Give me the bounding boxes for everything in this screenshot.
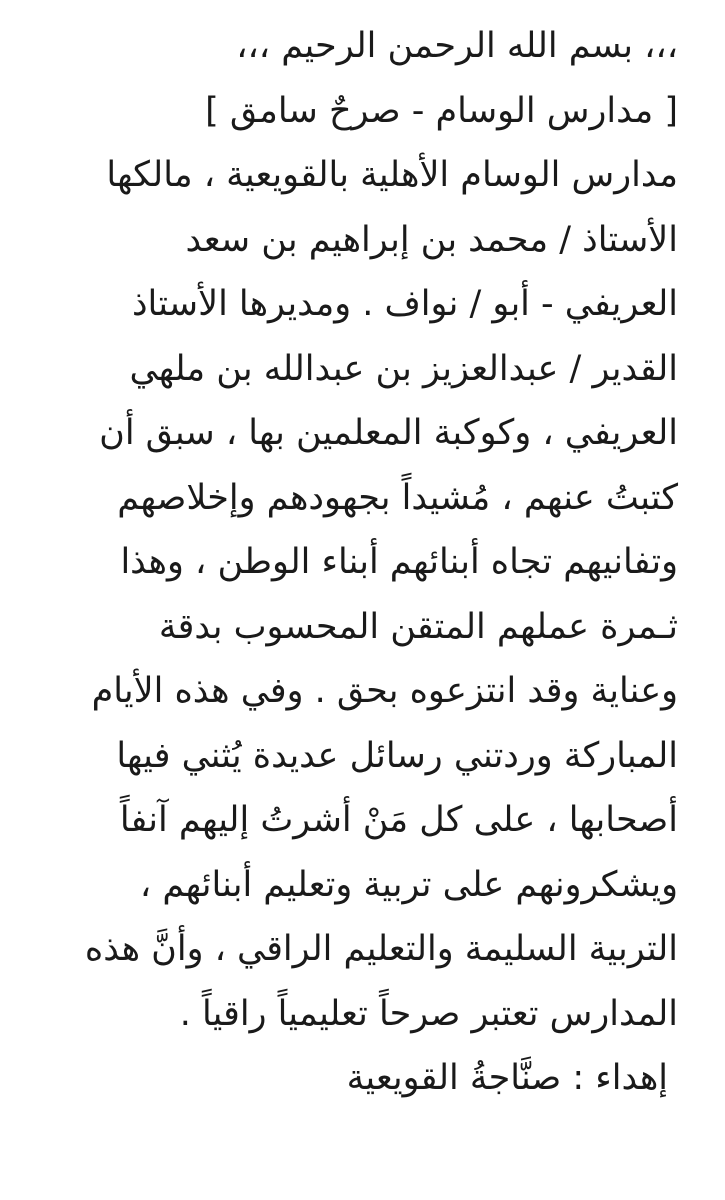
- paragraph-line: وتفانيهم تجاه أبنائهم أبناء الوطن ، وهذا: [120, 542, 678, 582]
- paragraph-line: العريفي - أبو / نواف . ومديرها الأستاذ: [131, 284, 678, 324]
- basmala-line: ،،، بسم الله الرحمن الرحيم ،،،: [236, 26, 678, 66]
- dedication-line: إهداء : صنَّاجةُ القويعية: [346, 1058, 668, 1098]
- paragraph-line: كتبتُ عنهم ، مُشيداً بجهودهم وإخلاصهم: [117, 477, 678, 518]
- paragraph-line: التربية السليمة والتعليم الراقي ، وأنَّ هذه: [84, 929, 678, 969]
- paragraph-line: الأستاذ / محمد بن إبراهيم بن سعد: [185, 219, 678, 260]
- paragraph-line: ويشكرونهم على تربية وتعليم أبنائهم ،: [139, 864, 678, 905]
- article-title: [ مدارس الوسام - صرحٌ سامق ]: [205, 90, 678, 131]
- paragraph-line: وعناية وقد انتزعوه بحق . وفي هذه الأيام: [91, 671, 678, 711]
- article-text: [38, 14, 678, 1111]
- paragraph-line: ثـمرة عملهم المتقن المحسوب بدقة: [158, 606, 678, 647]
- paragraph-line: العريفي ، وكوكبة المعلمين بها ، سبق أن: [99, 413, 678, 453]
- paragraph-line: مدارس الوسام الأهلية بالقويعية ، مالكها: [106, 155, 678, 195]
- paragraph-line: القدير / عبدالعزيز بن عبدالله بن ملهي: [129, 348, 678, 389]
- paragraph-line: المدارس تعتبر صرحاً تعليمياً راقياً .: [179, 993, 678, 1034]
- paragraph-line: أصحابها ، على كل مَنْ أشرتُ إليهم آنفاً: [119, 800, 678, 840]
- paragraph-line: المباركة وردتني رسائل عديدة يُثني فيها: [116, 735, 678, 776]
